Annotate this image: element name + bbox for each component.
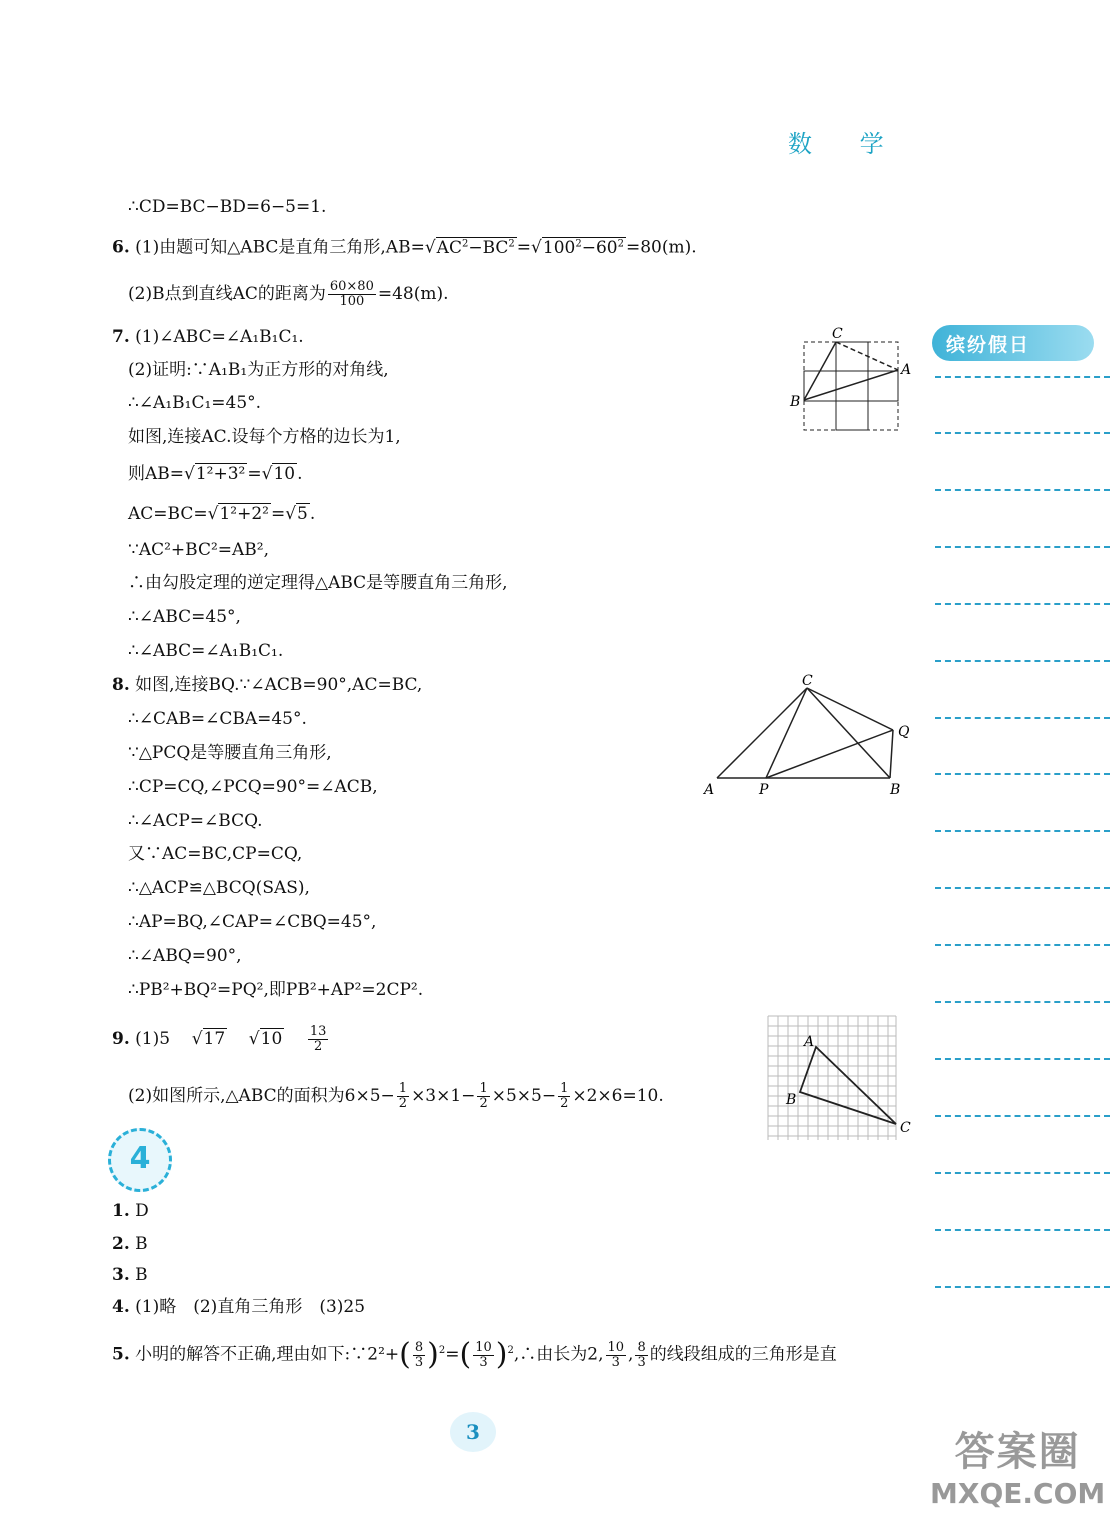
denominator: 3 <box>479 1354 488 1370</box>
text: (2)如图所示,△ABC的面积为6×5− <box>128 1086 395 1106</box>
text-line: ∴CP=CQ,∠PCQ=90°=∠ACB, <box>128 777 378 797</box>
s4-item-3 <box>112 1264 148 1286</box>
text: . <box>297 464 303 484</box>
label-c: C <box>900 1120 911 1136</box>
figure-8 <box>700 670 920 800</box>
fraction <box>397 1082 409 1111</box>
text-line: ∴∠ACP=∠BCQ. <box>128 811 263 831</box>
segment-ac <box>717 688 807 778</box>
text-line: ∴∠A₁B₁C₁=45°. <box>128 393 262 413</box>
text: 1²+2² <box>219 504 269 524</box>
text: 1²+3² <box>195 464 246 484</box>
question-number: 4. <box>112 1297 130 1317</box>
text-line: ∴∠ABC=∠A₁B₁C₁. <box>128 641 284 661</box>
label-q: Q <box>898 724 910 740</box>
s4-item-1 <box>112 1200 149 1222</box>
note-line <box>935 660 1110 662</box>
numerator: 10 <box>475 1339 492 1355</box>
text: AC <box>436 237 462 258</box>
s4-item-4 <box>112 1296 365 1318</box>
label-c: C <box>802 673 813 689</box>
label-a: A <box>704 782 715 798</box>
text: , <box>628 1344 634 1365</box>
denominator: 3 <box>611 1354 620 1370</box>
figure-7 <box>788 322 918 434</box>
note-line <box>935 1172 1110 1174</box>
note-line <box>935 717 1110 719</box>
page-number: 3 <box>450 1412 496 1452</box>
fraction <box>328 280 376 309</box>
answer: B <box>135 1265 148 1285</box>
text-line: 如图,连接AC.设每个方格的边长为1, <box>128 427 401 447</box>
question-number: 2. <box>112 1234 130 1254</box>
text: 则AB= <box>128 464 185 484</box>
text: −BC <box>468 237 509 258</box>
numerator: 1 <box>479 1081 488 1096</box>
s4-item-2 <box>112 1233 148 1255</box>
label-a: A <box>804 1034 815 1050</box>
text: = <box>270 504 286 524</box>
note-line <box>935 830 1110 832</box>
numerator: 8 <box>414 1339 424 1355</box>
label-b: B <box>790 394 801 410</box>
text: 如图,连接BQ.∵∠ACB=90°,AC=BC, <box>135 675 423 695</box>
question-number: 7. <box>112 327 130 347</box>
fraction <box>606 1341 627 1370</box>
numerator: 8 <box>637 1339 646 1355</box>
numerator: 10 <box>607 1339 625 1355</box>
answer: (1)略 (2)直角三角形 (3)25 <box>135 1297 366 1317</box>
q7-line-6: AC=BC=√1²+2² =√5 . <box>128 504 316 524</box>
figure-9 <box>760 1010 920 1145</box>
text: = <box>247 464 262 484</box>
denominator: 3 <box>414 1354 424 1370</box>
text: AC=BC= <box>128 504 208 524</box>
q7-line-5: 则AB=√1²+3² =√10 . <box>128 464 303 484</box>
denominator: 2 <box>398 1096 408 1111</box>
text: (1)由题可知△ABC是直角三角形,AB= <box>135 237 425 258</box>
denominator: 2 <box>560 1096 569 1111</box>
text: 小明的解答不正确,理由如下:∵2²+ <box>135 1344 400 1365</box>
section-number: 4 <box>129 1141 151 1176</box>
q7-line-1 <box>112 326 304 348</box>
s4-item-5: 5. 小明的解答不正确,理由如下:∵2²+( $\frac{8}{3}$ )$^2$=( $\frac{10}{3}$ )$^2$,∴由长为2, $\frac{10}{3}$ , $\frac{8}{3}$ 的线段组成的三角形是直 <box>112 1337 837 1373</box>
text: (1)5 <box>135 1029 171 1049</box>
label-b: B <box>890 782 901 798</box>
section-badge <box>108 1128 172 1192</box>
question-number: 9. <box>112 1029 130 1049</box>
text-line: ∴∠ABQ=90°, <box>128 946 242 966</box>
question-number: 8. <box>112 675 130 695</box>
note-line <box>935 1286 1110 1288</box>
text: 100 <box>542 237 576 258</box>
watermark-url: MXQE.COM <box>930 1477 1106 1510</box>
denominator: 100 <box>339 294 365 309</box>
segment-ca <box>836 342 898 370</box>
text: = <box>445 1344 460 1365</box>
text-line: ∴△ACP≌△BCQ(SAS), <box>128 878 310 898</box>
note-line <box>935 376 1110 378</box>
note-line <box>935 1229 1110 1231</box>
fraction <box>473 1341 494 1370</box>
text-line: ∴∠ABC=45°, <box>128 607 241 627</box>
label-a: A <box>901 362 912 378</box>
text-line: ∴由勾股定理的逆定理得△ABC是等腰直角三角形, <box>128 573 508 593</box>
denominator: 2 <box>479 1096 488 1111</box>
fraction <box>308 1025 329 1054</box>
text-line: ∴AP=BQ,∠CAP=∠CBQ=45°, <box>128 912 377 932</box>
label-c: C <box>832 326 843 342</box>
grid-lines <box>768 1016 896 1140</box>
answer: D <box>135 1201 149 1221</box>
sidebar-banner <box>932 325 1094 361</box>
segment-bq <box>890 730 893 778</box>
text-line: ∵AC²+BC²=AB², <box>128 540 270 560</box>
numerator: 60×80 <box>329 279 374 294</box>
q9-line-2 <box>128 1082 664 1111</box>
subject-title: 数 学 <box>788 130 904 158</box>
banner-text: 缤纷假日 <box>946 334 1031 356</box>
question-number: 6. <box>112 237 130 258</box>
question-number: 5. <box>112 1344 130 1365</box>
text-line: (2)证明:∵A₁B₁为正方形的对角线, <box>128 360 389 380</box>
note-line <box>935 1001 1110 1003</box>
note-line <box>935 944 1110 946</box>
note-line <box>935 432 1110 434</box>
fraction <box>558 1082 570 1111</box>
segment-cb <box>807 688 890 778</box>
text-line: ∴PB²+BQ²=PQ²,即PB²+AP²=2CP². <box>128 980 424 1000</box>
note-line <box>935 773 1110 775</box>
numerator: 1 <box>398 1081 408 1096</box>
grid-column <box>836 342 868 430</box>
note-line <box>935 489 1110 491</box>
text-line: ∴CD=BC−BD=6−5=1. <box>128 197 327 217</box>
question-number: 3. <box>112 1265 130 1285</box>
text: (2)B点到直线AC的距离为 <box>128 284 326 304</box>
text: −60 <box>581 237 618 258</box>
denominator: 3 <box>637 1354 646 1370</box>
answer: B <box>135 1234 148 1254</box>
outer-dashed-border <box>804 342 898 430</box>
denominator: 2 <box>314 1039 323 1054</box>
text: = <box>516 237 532 258</box>
watermark <box>930 1420 1105 1510</box>
text: . <box>309 504 316 524</box>
text-line: 又∵AC=BC,CP=CQ, <box>128 844 303 864</box>
numerator: 1 <box>560 1081 569 1096</box>
text: ×5×5− <box>491 1086 557 1106</box>
text: 10 <box>273 464 296 484</box>
note-line <box>935 603 1110 605</box>
note-line <box>935 887 1110 889</box>
text: =80(m). <box>625 237 697 258</box>
label-p: P <box>759 782 769 798</box>
text: 5 <box>297 504 308 524</box>
text: =48(m). <box>377 284 449 304</box>
fraction <box>413 1341 425 1370</box>
text-line: ∵△PCQ是等腰直角三角形, <box>128 743 332 763</box>
note-line <box>935 1058 1110 1060</box>
note-line <box>935 546 1110 548</box>
text: ,∴由长为2, <box>513 1344 604 1365</box>
text: 10 <box>260 1029 283 1049</box>
q9-line-1: 9. (1)5 √17 √10 $\frac{13}{2}$ <box>112 1024 327 1054</box>
text: ×3×1− <box>411 1086 476 1106</box>
text: 17 <box>203 1029 226 1049</box>
fraction <box>477 1082 489 1111</box>
text-line: ∴∠CAB=∠CBA=45°. <box>128 709 307 729</box>
segment-cq <box>807 688 893 730</box>
fraction <box>635 1341 647 1370</box>
label-b: B <box>786 1092 797 1108</box>
q6-line-1: 6. (1)由题可知△ABC是直角三角形$,AB=√AC^2-BC^2 =√100^2-60^2 =80(m)$. <box>112 237 697 258</box>
text: ×2×6=10. <box>572 1086 664 1106</box>
text: (1)∠ABC=∠A₁B₁C₁. <box>135 327 304 347</box>
q8-line-1 <box>112 674 422 696</box>
q6-line-2 <box>128 280 449 309</box>
note-line <box>935 1115 1110 1117</box>
question-number: 1. <box>112 1201 130 1221</box>
watermark-title: 答案圈 <box>954 1429 1081 1475</box>
numerator: 13 <box>309 1024 327 1039</box>
text: 的线段组成的三角形是直 <box>649 1344 837 1365</box>
